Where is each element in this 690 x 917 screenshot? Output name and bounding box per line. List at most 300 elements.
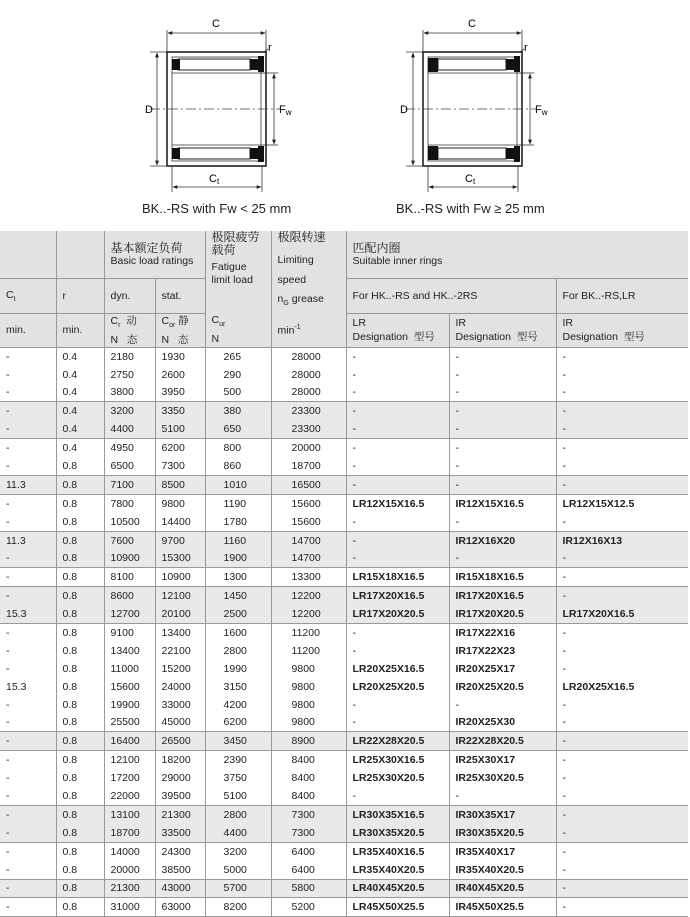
cell-speed: 6400 (271, 842, 346, 860)
cell-bk: - (556, 347, 688, 365)
table-row (0, 531, 688, 549)
cell-lr: - (346, 439, 449, 457)
cell-dyn: 3800 (104, 383, 155, 401)
header-ng-grease: $n_G$ grease (277, 293, 324, 308)
cell-speed: 28000 (271, 366, 346, 384)
cell-cur: 1190 (205, 494, 271, 512)
cell-speed: 8400 (271, 787, 346, 805)
label-d: D (145, 104, 153, 116)
cell-bk: - (556, 475, 688, 494)
header-fatigue-limit: 极限疲劳载荷 Fatigue limit load (205, 231, 271, 313)
cell-stat: 15200 (155, 660, 205, 678)
cell-cur: 4200 (205, 696, 271, 714)
cell-r: 0.8 (56, 751, 104, 769)
table-row (0, 642, 688, 660)
cell-cur: 1160 (205, 531, 271, 549)
cell-r: 0.8 (56, 549, 104, 567)
cell-stat: 24300 (155, 842, 205, 860)
cell-r: 0.8 (56, 879, 104, 898)
cell-lr: - (346, 457, 449, 475)
label-fw: Fw (535, 104, 548, 117)
header-cor: $C_{or}$ 静 N 态 (155, 313, 205, 347)
cell-lr: LR30X35X16.5 (346, 805, 449, 823)
cell-ct: - (0, 439, 56, 457)
table-row (0, 879, 688, 898)
cell-speed: 13300 (271, 568, 346, 587)
cell-cur: 860 (205, 457, 271, 475)
cell-bk: LR12X15X12.5 (556, 494, 688, 512)
cell-stat: 14400 (155, 513, 205, 531)
cell-ir: - (449, 549, 556, 567)
cell-speed: 9800 (271, 660, 346, 678)
cell-r: 0.8 (56, 824, 104, 842)
cell-ct: - (0, 383, 56, 401)
cell-bk: - (556, 824, 688, 842)
cell-r: 0.8 (56, 475, 104, 494)
cell-r: 0.4 (56, 439, 104, 457)
cell-bk: - (556, 420, 688, 438)
cell-r: 0.8 (56, 568, 104, 587)
cell-bk: LR17X20X16.5 (556, 605, 688, 623)
cell-dyn: 8600 (104, 587, 155, 605)
cell-speed: 12200 (271, 605, 346, 623)
cell-stat: 21300 (155, 805, 205, 823)
cell-dyn: 7100 (104, 475, 155, 494)
cell-bk: - (556, 842, 688, 860)
cell-bk: - (556, 861, 688, 879)
cell-ir: IR17X22X23 (449, 642, 556, 660)
cell-r: 0.8 (56, 660, 104, 678)
caption-right: BK..-RS with Fw ≥ 25 mm (396, 201, 545, 216)
cell-lr: LR20X25X16.5 (346, 660, 449, 678)
cell-dyn: 13100 (104, 805, 155, 823)
table-row (0, 494, 688, 512)
cell-stat: 63000 (155, 898, 205, 917)
table-row (0, 420, 688, 438)
cell-dyn: 10900 (104, 549, 155, 567)
cell-lr: LR25X30X20.5 (346, 769, 449, 787)
cell-ir: - (449, 420, 556, 438)
cell-ir: IR35X40X17 (449, 842, 556, 860)
specification-table (0, 231, 688, 917)
cell-r: 0.8 (56, 714, 104, 732)
cell-lr: - (346, 642, 449, 660)
cell-dyn: 12700 (104, 605, 155, 623)
label-r: r (268, 42, 272, 54)
cell-bk: - (556, 439, 688, 457)
label-ct: Ct (209, 173, 220, 186)
cell-lr: - (346, 475, 449, 494)
cell-ct: - (0, 402, 56, 420)
cell-lr: LR30X35X20.5 (346, 824, 449, 842)
cell-ir: IR35X40X20.5 (449, 861, 556, 879)
cell-ct: - (0, 787, 56, 805)
cell-stat: 5100 (155, 420, 205, 438)
cell-speed: 11200 (271, 624, 346, 642)
cell-ir: IR45X50X25.5 (449, 898, 556, 917)
label-c: C (468, 18, 476, 30)
cell-cur: 290 (205, 366, 271, 384)
cell-stat: 3350 (155, 402, 205, 420)
table-row (0, 660, 688, 678)
label-c: C (212, 18, 220, 30)
header-r: r (56, 279, 104, 313)
header-row-1 (0, 231, 688, 279)
table-row (0, 714, 688, 732)
cell-ir: - (449, 347, 556, 365)
cell-lr: LR20X25X20.5 (346, 678, 449, 696)
cell-dyn: 21300 (104, 879, 155, 898)
cell-lr: LR12X15X16.5 (346, 494, 449, 512)
cell-dyn: 3200 (104, 402, 155, 420)
cell-cur: 3750 (205, 769, 271, 787)
cell-bk: - (556, 587, 688, 605)
cell-cur: 380 (205, 402, 271, 420)
cell-ir: IR12X16X20 (449, 531, 556, 549)
cell-speed: 6400 (271, 861, 346, 879)
cell-speed: 28000 (271, 383, 346, 401)
cell-ct: - (0, 769, 56, 787)
table-row (0, 605, 688, 623)
header-cr: $C_r$ 动 N 态 (104, 313, 155, 347)
cell-stat: 29000 (155, 769, 205, 787)
cell-r: 0.8 (56, 898, 104, 917)
cell-cur: 1450 (205, 587, 271, 605)
cell-r: 0.8 (56, 787, 104, 805)
cell-bk: - (556, 787, 688, 805)
cell-dyn: 13400 (104, 642, 155, 660)
cell-r: 0.8 (56, 842, 104, 860)
cell-ir: - (449, 366, 556, 384)
cell-r: 0.8 (56, 513, 104, 531)
cell-ir: IR30X35X17 (449, 805, 556, 823)
cell-lr: - (346, 383, 449, 401)
table-row (0, 805, 688, 823)
cell-dyn: 12100 (104, 751, 155, 769)
cell-lr: LR15X18X16.5 (346, 568, 449, 587)
cell-bk: - (556, 366, 688, 384)
cell-ir: - (449, 513, 556, 531)
drawing-right (400, 18, 548, 192)
cell-speed: 8900 (271, 732, 346, 751)
cell-cur: 650 (205, 420, 271, 438)
cell-r: 0.8 (56, 457, 104, 475)
cell-stat: 9700 (155, 531, 205, 549)
cell-lr: LR35X40X16.5 (346, 842, 449, 860)
cell-ct: - (0, 842, 56, 860)
cell-speed: 8400 (271, 751, 346, 769)
cell-r: 0.8 (56, 587, 104, 605)
cell-ir: - (449, 696, 556, 714)
table-body (0, 347, 688, 917)
cell-speed: 23300 (271, 402, 346, 420)
table-row (0, 568, 688, 587)
table-row (0, 678, 688, 696)
cell-dyn: 11000 (104, 660, 155, 678)
cell-ir: IR22X28X20.5 (449, 732, 556, 751)
cell-stat: 20100 (155, 605, 205, 623)
cell-cur: 2500 (205, 605, 271, 623)
cell-speed: 14700 (271, 531, 346, 549)
cell-stat: 22100 (155, 642, 205, 660)
cell-ir: IR30X35X20.5 (449, 824, 556, 842)
cell-r: 0.8 (56, 805, 104, 823)
cell-cur: 6200 (205, 714, 271, 732)
cell-r: 0.8 (56, 769, 104, 787)
cell-bk: - (556, 660, 688, 678)
cell-r: 0.4 (56, 366, 104, 384)
cell-lr: LR17X20X20.5 (346, 605, 449, 623)
cell-dyn: 15600 (104, 678, 155, 696)
cell-dyn: 4950 (104, 439, 155, 457)
cell-ir: IR20X25X30 (449, 714, 556, 732)
header-min-r: min. (56, 313, 104, 347)
cell-ct: - (0, 494, 56, 512)
cell-ir: IR15X18X16.5 (449, 568, 556, 587)
cell-r: 0.8 (56, 494, 104, 512)
cell-dyn: 4400 (104, 420, 155, 438)
cell-stat: 39500 (155, 787, 205, 805)
cell-ct: - (0, 714, 56, 732)
cell-stat: 33500 (155, 824, 205, 842)
cell-speed: 5200 (271, 898, 346, 917)
header-bk-designation: IR Designation 型号 (556, 313, 688, 347)
cell-cur: 4400 (205, 824, 271, 842)
cell-r: 0.4 (56, 402, 104, 420)
header-limiting-speed: 极限转速 Limiting speed $n_G$ grease (271, 231, 346, 313)
cell-stat: 33000 (155, 696, 205, 714)
cell-ir: - (449, 402, 556, 420)
cell-ir: IR25X30X17 (449, 751, 556, 769)
cell-ct: - (0, 879, 56, 898)
table-row (0, 624, 688, 642)
cell-speed: 8400 (271, 769, 346, 787)
header-min-ct: min. (0, 313, 56, 347)
cell-dyn: 2750 (104, 366, 155, 384)
cell-cur: 5000 (205, 861, 271, 879)
cell-stat: 1930 (155, 347, 205, 365)
cell-stat: 6200 (155, 439, 205, 457)
cell-r: 0.8 (56, 531, 104, 549)
cell-r: 0.8 (56, 605, 104, 623)
cell-lr: LR35X40X20.5 (346, 861, 449, 879)
cell-lr: - (346, 549, 449, 567)
cell-stat: 26500 (155, 732, 205, 751)
cell-stat: 8500 (155, 475, 205, 494)
cell-bk: - (556, 513, 688, 531)
label-r: r (524, 42, 528, 54)
cell-ct: 11.3 (0, 531, 56, 549)
cell-dyn: 18700 (104, 824, 155, 842)
cell-r: 0.8 (56, 624, 104, 642)
header-hk-group: For HK..-RS and HK..-2RS (346, 279, 556, 313)
cell-ir: IR17X22X16 (449, 624, 556, 642)
cell-ct: - (0, 549, 56, 567)
table-row (0, 842, 688, 860)
cell-lr: LR17X20X16.5 (346, 587, 449, 605)
table-row (0, 366, 688, 384)
cell-r: 0.8 (56, 696, 104, 714)
header-stat: stat. (155, 279, 205, 313)
header-rpm: $\min^{-1}$ (271, 313, 346, 347)
cell-lr: - (346, 402, 449, 420)
cell-dyn: 7600 (104, 531, 155, 549)
cell-lr: LR25X30X16.5 (346, 751, 449, 769)
header-dyn: dyn. (104, 279, 155, 313)
cell-cur: 3200 (205, 842, 271, 860)
cell-lr: LR22X28X20.5 (346, 732, 449, 751)
table-row (0, 457, 688, 475)
label-fw: Fw (279, 104, 292, 117)
cell-cur: 8200 (205, 898, 271, 917)
table-row (0, 475, 688, 494)
cell-ct: - (0, 660, 56, 678)
cell-bk: - (556, 549, 688, 567)
cell-ir: - (449, 383, 556, 401)
label-ct: Ct (465, 173, 476, 186)
cell-bk: - (556, 805, 688, 823)
cell-ct: - (0, 696, 56, 714)
cell-ct: - (0, 624, 56, 642)
cell-ct: - (0, 457, 56, 475)
cell-dyn: 31000 (104, 898, 155, 917)
cell-ct: - (0, 420, 56, 438)
cell-ct: 15.3 (0, 605, 56, 623)
cell-dyn: 8100 (104, 568, 155, 587)
cell-ct: - (0, 732, 56, 751)
cell-lr: - (346, 347, 449, 365)
cell-ct: - (0, 366, 56, 384)
cell-dyn: 17200 (104, 769, 155, 787)
header-load-ratings: 基本额定负荷 Basic load ratings (104, 231, 205, 279)
cell-ct: - (0, 347, 56, 365)
table-row (0, 769, 688, 787)
cell-cur: 3150 (205, 678, 271, 696)
cell-ct: - (0, 642, 56, 660)
cell-stat: 2600 (155, 366, 205, 384)
cell-lr: - (346, 696, 449, 714)
cell-speed: 14700 (271, 549, 346, 567)
cell-r: 0.4 (56, 420, 104, 438)
bearing-drawings-svg (0, 0, 690, 228)
cell-speed: 11200 (271, 642, 346, 660)
cell-dyn: 16400 (104, 732, 155, 751)
cell-speed: 23300 (271, 420, 346, 438)
cell-lr: - (346, 366, 449, 384)
cell-ct: 15.3 (0, 678, 56, 696)
header-empty (56, 231, 104, 279)
table-row (0, 439, 688, 457)
cell-bk: - (556, 624, 688, 642)
header-ct: $C_t$ (0, 279, 56, 313)
header-cur: $C_{ur}$ N (205, 313, 271, 347)
header-lr-designation: LR Designation 型号 (346, 313, 449, 347)
table-row (0, 787, 688, 805)
cell-stat: 38500 (155, 861, 205, 879)
cell-cur: 1780 (205, 513, 271, 531)
cell-cur: 5700 (205, 879, 271, 898)
header-suitable-rings: 匹配内圈 Suitable inner rings (346, 231, 688, 279)
table-row (0, 898, 688, 917)
table-row (0, 751, 688, 769)
cell-stat: 45000 (155, 714, 205, 732)
table-row (0, 587, 688, 605)
cell-r: 0.4 (56, 383, 104, 401)
cell-ir: IR17X20X16.5 (449, 587, 556, 605)
cell-speed: 5800 (271, 879, 346, 898)
cell-stat: 3950 (155, 383, 205, 401)
bearing-drawings (0, 0, 690, 228)
cell-bk: IR12X16X13 (556, 531, 688, 549)
cell-stat: 12100 (155, 587, 205, 605)
cell-bk: - (556, 457, 688, 475)
cell-bk: - (556, 732, 688, 751)
cell-bk: - (556, 751, 688, 769)
cell-speed: 7300 (271, 805, 346, 823)
table-row (0, 347, 688, 365)
table-row (0, 732, 688, 751)
cell-stat: 13400 (155, 624, 205, 642)
table-row (0, 402, 688, 420)
cell-lr: LR40X45X20.5 (346, 879, 449, 898)
table-row (0, 513, 688, 531)
cell-stat: 43000 (155, 879, 205, 898)
table-row (0, 549, 688, 567)
cell-bk: - (556, 714, 688, 732)
cell-cur: 800 (205, 439, 271, 457)
cell-speed: 9800 (271, 714, 346, 732)
cell-speed: 7300 (271, 824, 346, 842)
cell-ir: IR20X25X17 (449, 660, 556, 678)
cell-dyn: 22000 (104, 787, 155, 805)
header-row-3 (0, 313, 688, 347)
cell-ir: IR25X30X20.5 (449, 769, 556, 787)
cell-dyn: 10500 (104, 513, 155, 531)
cell-ct: - (0, 824, 56, 842)
cell-cur: 5100 (205, 787, 271, 805)
cell-bk: - (556, 879, 688, 898)
cell-stat: 9800 (155, 494, 205, 512)
cell-cur: 2800 (205, 642, 271, 660)
cell-speed: 28000 (271, 347, 346, 365)
cell-ct: - (0, 861, 56, 879)
cell-lr: - (346, 787, 449, 805)
cell-ct: - (0, 513, 56, 531)
drawing-left (145, 18, 292, 192)
cell-ir: IR40X45X20.5 (449, 879, 556, 898)
table-row (0, 861, 688, 879)
cell-stat: 10900 (155, 568, 205, 587)
cell-r: 0.8 (56, 642, 104, 660)
cell-dyn: 2180 (104, 347, 155, 365)
cell-bk: - (556, 769, 688, 787)
label-d: D (400, 104, 408, 116)
cell-ir: - (449, 439, 556, 457)
cell-dyn: 25500 (104, 714, 155, 732)
cell-cur: 500 (205, 383, 271, 401)
cell-bk: - (556, 402, 688, 420)
cell-r: 0.8 (56, 861, 104, 879)
cell-ir: IR12X15X16.5 (449, 494, 556, 512)
cell-cur: 1600 (205, 624, 271, 642)
cell-speed: 15600 (271, 513, 346, 531)
cell-ct: - (0, 751, 56, 769)
cell-cur: 1300 (205, 568, 271, 587)
cell-speed: 15600 (271, 494, 346, 512)
cell-speed: 16500 (271, 475, 346, 494)
cell-dyn: 19900 (104, 696, 155, 714)
cell-lr: - (346, 531, 449, 549)
